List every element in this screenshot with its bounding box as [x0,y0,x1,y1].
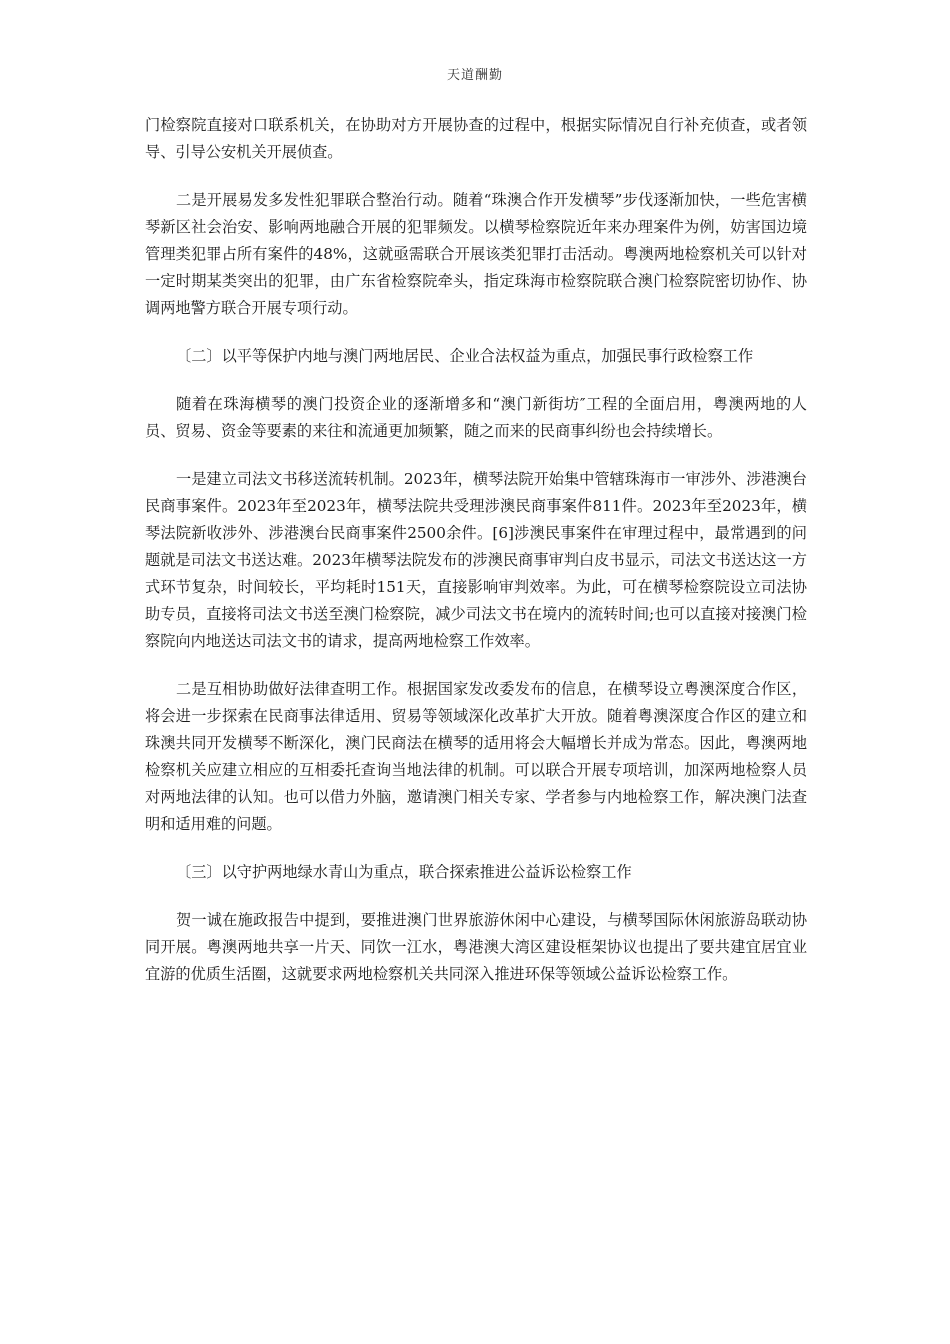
paragraph-continued: 门检察院直接对口联系机关，在协助对方开展协查的过程中，根据实际情况自行补充侦查，或者领导、引导公安机关开展侦查。 [145,116,807,161]
section-heading: 〔二〕以平等保护内地与澳门两地居民、企业合法权益为重点，加强民事行政检察工作 [176,347,754,365]
paragraph-body: 二是开展易发多发性犯罪联合整治行动。随着“珠澳合作开发横琴”步伐逐渐加快，一些危害横琴新区社会治安、影响两地融合开展的犯罪频发。以横琴检察院近年来办理案件为例，妨害国边境管理类犯罪占所有案件的48%，这就亟需联合开展该类犯罪打击活动。粤澳两地检察机关可以针对一定时期某类突出的犯罪，由广东省检察院牵头，指定珠海市检察院联合澳门检察院密切协作、协调两地警方联合开展专项行动。 [145,191,807,317]
paragraph-body: 一是建立司法文书移送流转机制。2023年，横琴法院开始集中管辖珠海市一审涉外、涉港澳台民商事案件。2023年至2023年，横琴法院共受理涉澳民商事案件811件。2023年至2023年，横琴法院新收涉外、涉港澳台民商事案件2500余件。[6]涉澳民事案件在审理过程中，最常遇到的问题就是司法文书送达难。2023年横琴法院发布的涉澳民商事审判白皮书显示，司法文书送达这一方式环节复杂，时间较长，平均耗时151天，直接影响审判效率。为此，可在横琴检察院设立司法协助专员，直接将司法文书送至澳门检察院，减少司法文书在境内的流转时间;也可以直接对接澳门检察院向内地送达司法文书的请求，提高两地检察工作效率。 [145,470,807,650]
paragraph-body: 随着在珠海横琴的澳门投资企业的逐渐增多和“澳门新街坊″工程的全面启用，粤澳两地的人员、贸易、资金等要素的来往和流通更加频繁，随之而来的民商事纠纷也会持续增长。 [145,395,807,440]
document-body [145,112,807,1009]
paragraph-body: 二是互相协助做好法律查明工作。根据国家发改委发布的信息，在横琴设立粤澳深度合作区，将会进一步探索在民商事法律适用、贸易等领域深化改革扩大开放。随着粤澳深度合作区的建立和珠澳共同开发横琴不断深化，澳门民商法在横琴的适用将会大幅增长并成为常态。因此，粤澳两地检察机关应建立相应的互相委托查询当地法律的机制。可以联合开展专项培训，加深两地检察人员对两地法律的认知。也可以借力外脑，邀请澳门相关专家、学者参与内地检察工作，解决澳门法查明和适用难的问题。 [145,680,807,833]
page-header: 天道酬勤 [446,68,503,83]
paragraph-body: 贺一诚在施政报告中提到，要推进澳门世界旅游休闲中心建设，与横琴国际休闲旅游岛联动协同开展。粤澳两地共享一片天、同饮一江水，粤港澳大湾区建设框架协议也提出了要共建宜居宜业宜游的优质生活圈，这就要求两地检察机关共同深入推进环保等领域公益诉讼检察工作。 [145,911,807,983]
section-heading: 〔三〕以守护两地绿水青山为重点，联合探索推进公益诉讼检察工作 [176,863,632,881]
